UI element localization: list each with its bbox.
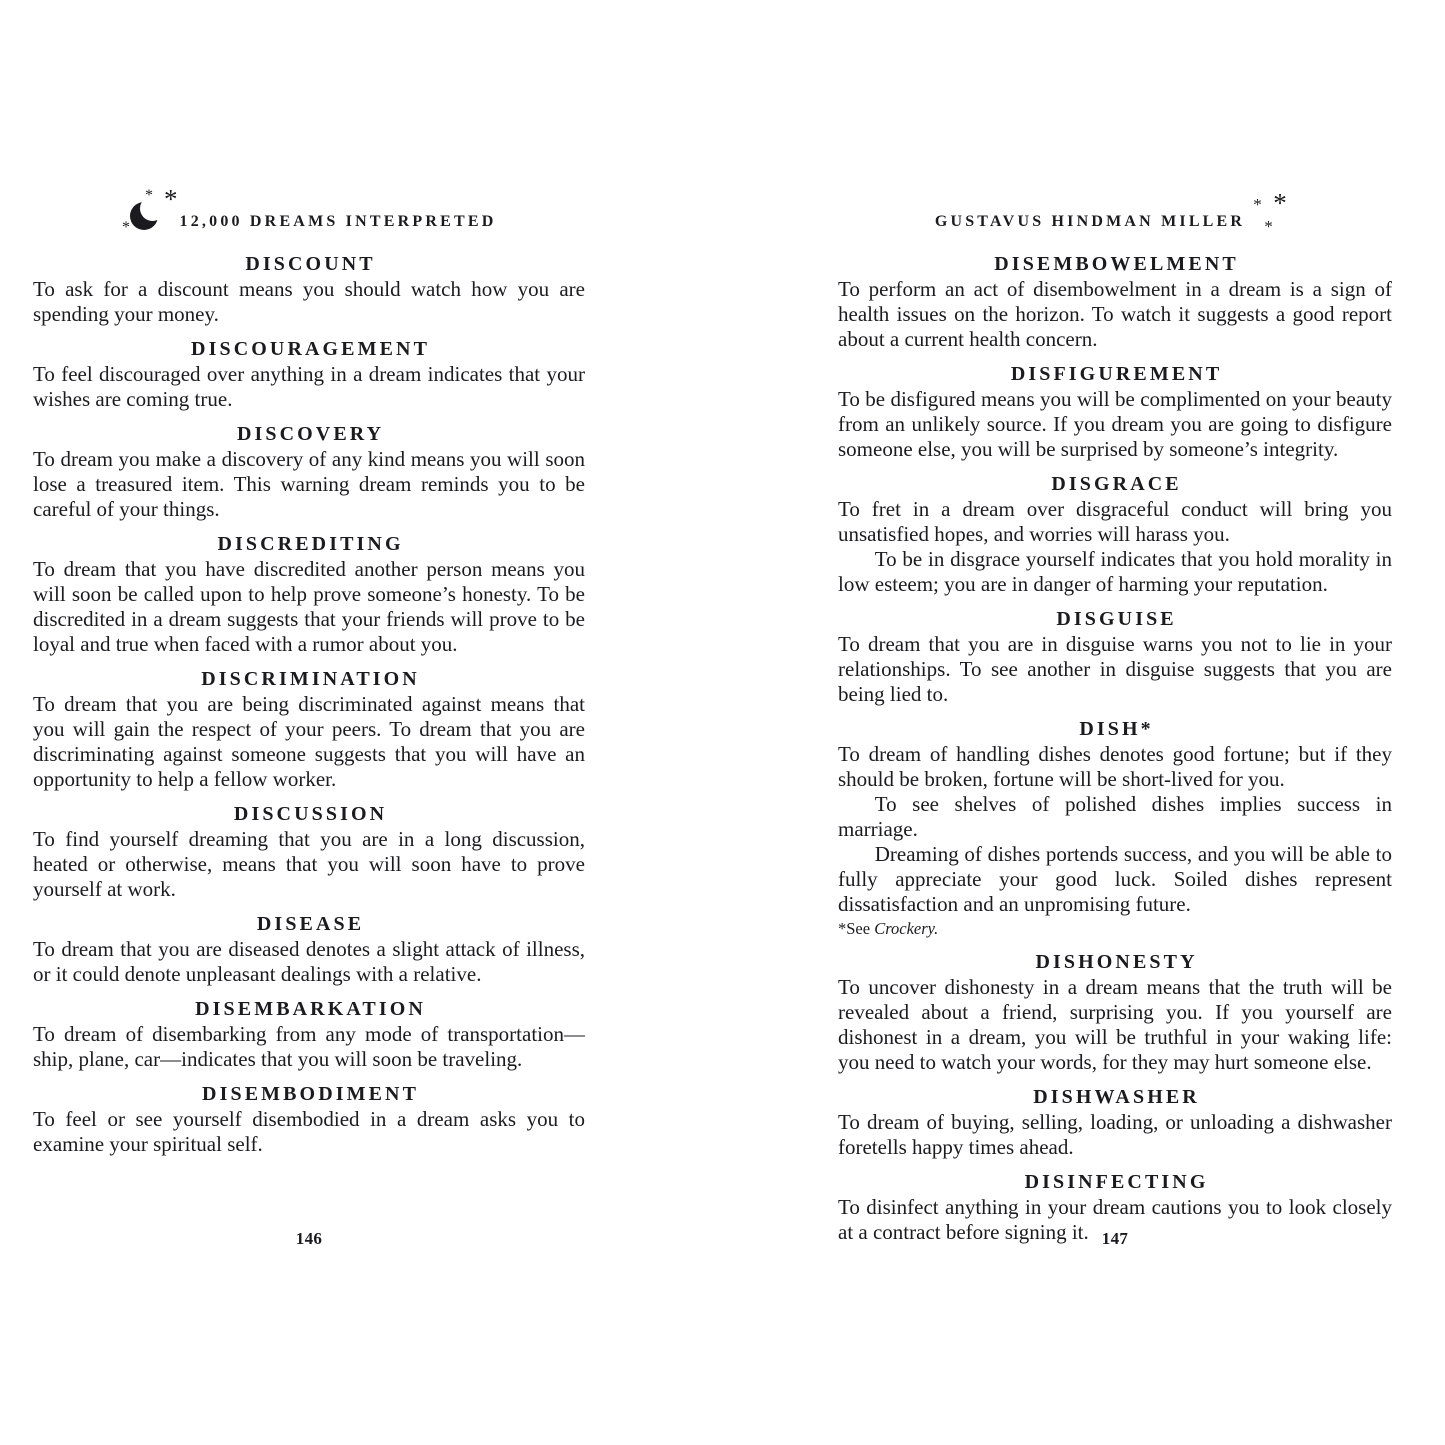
dream-entry bbox=[33, 252, 585, 327]
entry-term: DISHWASHER bbox=[1033, 1086, 1200, 1108]
running-head-right bbox=[838, 188, 1392, 236]
entry-term: DISEMBODIMENT bbox=[202, 1083, 420, 1105]
svg-text:*: * bbox=[121, 219, 130, 236]
entry-paragraph: To fret in a dream over disgraceful conduct will bring you unsatisfied hopes, and worries will harass you. bbox=[838, 497, 1392, 546]
entry-term: DISFIGUREMENT bbox=[1010, 363, 1223, 385]
entry-paragraph: To dream of handling dishes denotes good fortune; but if they should be broken, fortune will be short-lived for you. bbox=[838, 742, 1392, 791]
dream-entry bbox=[33, 802, 585, 902]
dream-entry bbox=[33, 1082, 585, 1157]
entry-paragraph: To dream you make a discovery of any kind means you will soon lose a treasured item. This warning dream reminds you to be careful of your things. bbox=[33, 447, 585, 521]
dream-entry bbox=[838, 252, 1392, 352]
entries-right bbox=[838, 252, 1392, 1245]
dream-entry bbox=[33, 997, 585, 1072]
entry-term: DISH* bbox=[1079, 718, 1154, 740]
page-left bbox=[33, 0, 585, 1445]
page-right bbox=[838, 0, 1392, 1445]
dream-entry bbox=[33, 667, 585, 792]
svg-text:*: * bbox=[163, 186, 178, 214]
three-stars-icon bbox=[1251, 188, 1295, 236]
entry-paragraph: To perform an act of disembowelment in a dream is a sign of health issues on the horizon. To watch it suggests a good report about a current health concern. bbox=[838, 277, 1392, 351]
entry-paragraph: To dream that you are diseased denotes a slight attack of illness, or it could denote unpleasant dealings with a relative. bbox=[33, 937, 585, 986]
dream-entry bbox=[838, 717, 1392, 940]
entry-paragraph: To find yourself dreaming that you are in a long discussion, heated or otherwise, means that you will soon have to prove yourself at work. bbox=[33, 827, 585, 901]
crescent-moon-stars-icon bbox=[122, 186, 178, 238]
running-head-left bbox=[33, 186, 585, 236]
entry-paragraph: Dreaming of dishes portends success, and you will be able to fully appreciate your good luck. Soiled dishes represent dissatisfaction and an unpromising future. bbox=[838, 842, 1392, 916]
author-name: GUSTAVUS HINDMAN MILLER bbox=[934, 213, 1246, 230]
entry-paragraph: To dream that you are in disguise warns you not to lie in your relationships. To see another in disguise suggests that you are being lied to. bbox=[838, 632, 1392, 706]
entry-paragraph: To dream of disembarking from any mode of transportation—ship, plane, car—indicates that you will soon be traveling. bbox=[33, 1022, 585, 1071]
entry-term: DISEASE bbox=[256, 913, 365, 935]
entry-term: DISEMBARKATION bbox=[195, 998, 426, 1020]
entry-term: DISHONESTY bbox=[1035, 951, 1198, 973]
entry-term: DISINFECTING bbox=[1024, 1171, 1209, 1193]
dream-entry bbox=[33, 912, 585, 987]
dream-entry bbox=[33, 532, 585, 657]
entry-paragraph: To ask for a discount means you should watch how you are spending your money. bbox=[33, 277, 585, 326]
entry-term: DISCOVERY bbox=[236, 423, 385, 445]
dream-entry bbox=[838, 362, 1392, 462]
entry-paragraph: To dream that you are being discriminated against means that you will gain the respect of your peers. To dream that you are discriminating against someone suggests that you will have an opportunity to help a fellow worker. bbox=[33, 692, 585, 791]
page-number-right: 147 bbox=[1101, 1229, 1129, 1248]
entry-term: DISGRACE bbox=[1051, 473, 1182, 495]
entry-term: DISCOUNT bbox=[245, 253, 376, 275]
entry-paragraph: To uncover dishonesty in a dream means that the truth will be revealed about a friend, surprising you. If you yourself are dishonest in a dream, you will be truthful in your waking life: you need to watch your words, for they may hurt someone else. bbox=[838, 975, 1392, 1074]
entry-term: DISCUSSION bbox=[233, 803, 388, 825]
entry-term: DISCOURAGEMENT bbox=[191, 338, 431, 360]
entry-paragraph: To be in disgrace yourself indicates that you hold morality in low esteem; you are in danger of harming your reputation. bbox=[838, 547, 1392, 596]
entry-paragraph: To dream of buying, selling, loading, or unloading a dishwasher foretells happy times ahead. bbox=[838, 1110, 1392, 1159]
entry-footnote: *See Crockery. bbox=[838, 919, 939, 938]
dream-entry bbox=[838, 607, 1392, 707]
dream-entry bbox=[838, 950, 1392, 1075]
dream-entry bbox=[838, 472, 1392, 597]
entry-term: DISCREDITING bbox=[217, 533, 404, 555]
entry-paragraph: To be disfigured means you will be complimented on your beauty from an unlikely source. If you dream you are going to disfigure someone else, you will be surprised by someone’s integrity. bbox=[838, 387, 1392, 461]
star-icon: * bbox=[1273, 188, 1287, 218]
dream-entry bbox=[33, 337, 585, 412]
dream-entry bbox=[838, 1085, 1392, 1160]
star-icon: * bbox=[1253, 195, 1262, 214]
entry-paragraph: To disinfect anything in your dream cautions you to look closely at a contract before signing it. bbox=[838, 1195, 1392, 1244]
entry-term: DISGUISE bbox=[1056, 608, 1177, 630]
entry-paragraph: To see shelves of polished dishes implies success in marriage. bbox=[838, 792, 1392, 841]
dream-entry bbox=[33, 422, 585, 522]
star-icon: * bbox=[1264, 217, 1273, 236]
entries-left bbox=[33, 252, 585, 1157]
entry-paragraph: To feel or see yourself disembodied in a dream asks you to examine your spiritual self. bbox=[33, 1107, 585, 1156]
page-number-left: 146 bbox=[295, 1229, 323, 1248]
entry-paragraph: To dream that you have discredited another person means you will soon be called upon to help prove someone’s honesty. To be discredited in a dream suggests that your friends will prove to be loyal and true when faced with a rumor about you. bbox=[33, 557, 585, 656]
entry-term: DISEMBOWELMENT bbox=[994, 253, 1239, 275]
footnote-cross-reference: Crockery. bbox=[874, 919, 939, 938]
entry-paragraph: To feel discouraged over anything in a dream indicates that your wishes are coming true. bbox=[33, 362, 585, 411]
entry-term: DISCRIMINATION bbox=[201, 668, 420, 690]
book-title: 12,000 DREAMS INTERPRETED bbox=[179, 213, 497, 230]
svg-text:*: * bbox=[144, 187, 153, 204]
